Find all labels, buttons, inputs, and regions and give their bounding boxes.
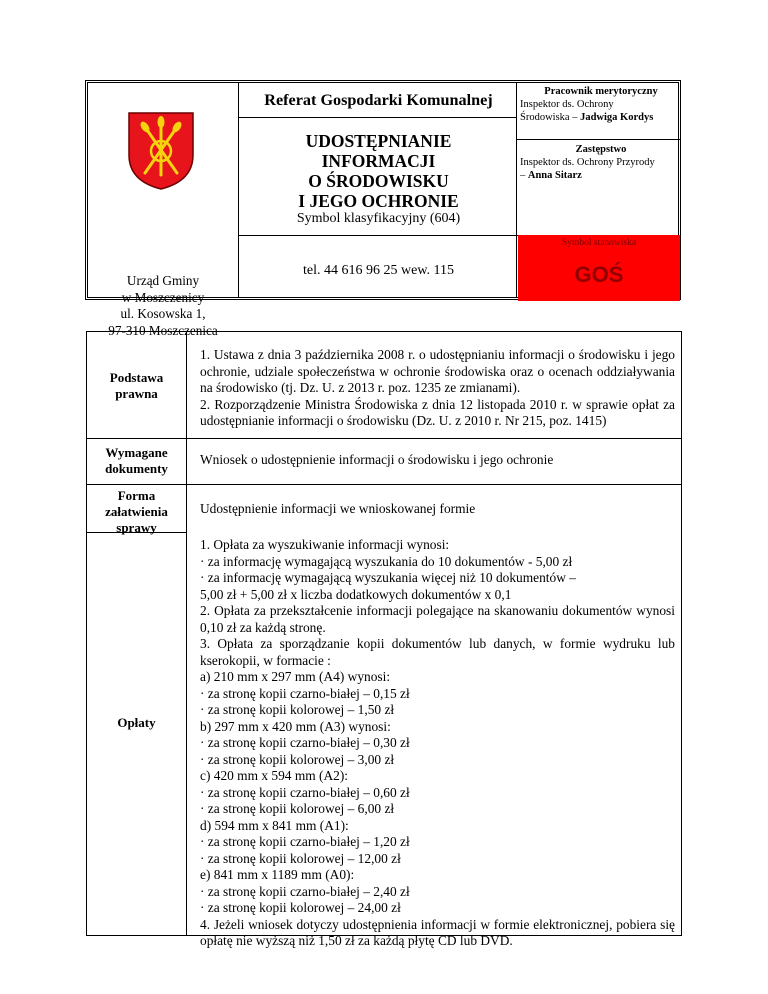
phone-number: tel. 44 616 96 25 wew. 115 (303, 263, 454, 278)
document-title-line: O ŚRODOWISKU (308, 171, 449, 191)
deputy-position-suffix: – (520, 170, 528, 181)
document-title-line: INFORMACJI (321, 151, 436, 171)
header-divider (238, 83, 239, 297)
post-symbol-box (518, 235, 680, 301)
documents-text: Wniosek o udostępnienie informacji o środowisku i jego ochronie (200, 452, 554, 467)
fees-line: · za stronę kopii czarno-białej – 1,20 zł (200, 834, 410, 849)
deputy-position-line2 (520, 169, 682, 182)
fees-line: 1. Opłata za wyszukiwanie informacji wynosi: (200, 537, 450, 552)
fees-line: · za informację wymagającą wyszukania więcej niż 10 dokumentów – (200, 570, 576, 585)
fees-line: · za stronę kopii kolorowej – 6,00 zł (200, 801, 395, 816)
documents-label-line: dokumenty (105, 461, 168, 476)
header-divider (516, 139, 681, 140)
fees-line: d) 594 mm x 841 mm (A1): (200, 817, 349, 833)
fees-line: · za stronę kopii czarno-białej – 0,15 zł (200, 685, 410, 701)
legal-basis-text (200, 347, 675, 430)
fees-line: · za stronę kopii kolorowej – 12,00 zł (200, 850, 401, 866)
procedure-table (86, 331, 682, 948)
deputy-position: Inspektor ds. Ochrony Przyrody (520, 157, 655, 168)
fees-line: c) 420 mm x 594 mm (A2): (200, 768, 349, 783)
document-title-line: I JEGO OCHRONIE (298, 191, 459, 211)
office-name-line2: w Moszczenicy (121, 289, 205, 305)
header-divider (516, 83, 517, 297)
deputy-info (520, 143, 682, 182)
office-address (88, 273, 238, 339)
post-symbol-label: Symbol stanowiska (561, 238, 637, 248)
legal-basis-item: 1. Ustawa z dnia 3 października 2008 r. o udostępnianiu informacji o środowisku i jego ochronie, udziale społeczeństwa w ochronie środowiska oraz o ocenach oddziaływania na środowisko (tj. Dz. U. z 2013 r. poz. 1235 ze zmianami). (200, 347, 675, 395)
table-divider (186, 332, 187, 935)
worker-label: Pracownik merytoryczny (544, 86, 658, 97)
fees-line: · za informację wymagającą wyszukania do 10 dokumentów - 5,00 zł (200, 553, 573, 569)
worker-info (520, 85, 682, 124)
form-label-line: załatwienia (105, 504, 168, 519)
fees-line: a) 210 mm x 297 mm (A4) wynosi: (200, 669, 391, 684)
worker-position-suffix: Środowiska – (520, 112, 581, 123)
document-title-line: UDOSTĘPNIANIE (305, 131, 452, 151)
fees-line: 3. Opłata za sporządzanie kopii dokumentów lub danych, w formie wydruku lub kserokopii, w formacie : (200, 636, 675, 668)
legal-basis-label-line: Podstawa (109, 370, 164, 385)
form-label-line: Forma (117, 488, 156, 503)
classification-symbol: Symbol klasyfikacyjny (604) (296, 211, 461, 226)
documents-label-line: Wymagane (105, 445, 168, 460)
worker-position-line2 (520, 111, 682, 124)
coat-of-arms-logo (127, 111, 195, 191)
fees-text (200, 537, 675, 950)
department-title: Referat Gospodarki Komunalnej (264, 91, 493, 109)
fees-label: Opłaty (117, 715, 156, 730)
fees-line: · za stronę kopii czarno-białej – 0,60 zł (200, 784, 410, 800)
deputy-label: Zastępstwo (575, 144, 627, 155)
fees-line: b) 297 mm x 420 mm (A3) wynosi: (200, 718, 391, 734)
form-label-line: sprawy (116, 520, 157, 535)
deputy-name: Anna Sitarz (527, 170, 582, 181)
table-divider (87, 438, 681, 439)
fees-line: 2. Opłata za przekształcenie informacji polegające na skanowaniu dokumentów wynosi 0,10 zł za każdą stronę. (200, 603, 675, 635)
document-title (241, 131, 516, 211)
post-symbol-code: GOŚ (574, 262, 624, 287)
documents-label (87, 445, 186, 477)
legal-basis-label-line: prawna (115, 386, 158, 401)
office-name-line1: Urząd Gminy (126, 273, 200, 288)
worker-name: Jadwiga Kordys (580, 112, 654, 123)
fees-line: · za stronę kopii kolorowej – 3,00 zł (200, 751, 395, 767)
office-street: ul. Kosowska 1, (120, 306, 206, 321)
fees-line: e) 841 mm x 1189 mm (A0): (200, 867, 355, 882)
fees-line: · za stronę kopii czarno-białej – 2,40 zł (200, 883, 410, 899)
worker-position: Inspektor ds. Ochrony (520, 99, 614, 110)
office-postal-city: 97-310 Moszczenica (108, 322, 218, 338)
fees-line: · za stronę kopii kolorowej – 24,00 zł (200, 900, 401, 915)
fees-line: 5,00 zł + 5,00 zł x liczba dodatkowych dokumentów x 0,1 (200, 586, 512, 602)
fees-line: 4. Jeżeli wniosek dotyczy udostępnienia informacji w formie elektronicznej, pobiera się opłatę nie wyższą niż 1,50 zł za każdą płytę CD lub DVD. (200, 916, 675, 948)
fees-line: · za stronę kopii kolorowej – 1,50 zł (200, 702, 395, 717)
form-text: Udostępnienie informacji we wnioskowanej formie (200, 501, 476, 516)
form-label (87, 488, 186, 536)
header-table (85, 80, 681, 338)
legal-basis-item: 2. Rozporządzenie Ministra Środowiska z dnia 12 listopada 2010 r. w sprawie opłat za udostępnianie informacji o środowisku (Dz. U. z 2010 r. Nr 215, poz. 1415) (200, 396, 675, 428)
table-divider (87, 484, 681, 485)
legal-basis-label (87, 370, 186, 402)
header-divider (238, 117, 516, 118)
fees-line: · za stronę kopii czarno-białej – 0,30 zł (200, 735, 410, 750)
